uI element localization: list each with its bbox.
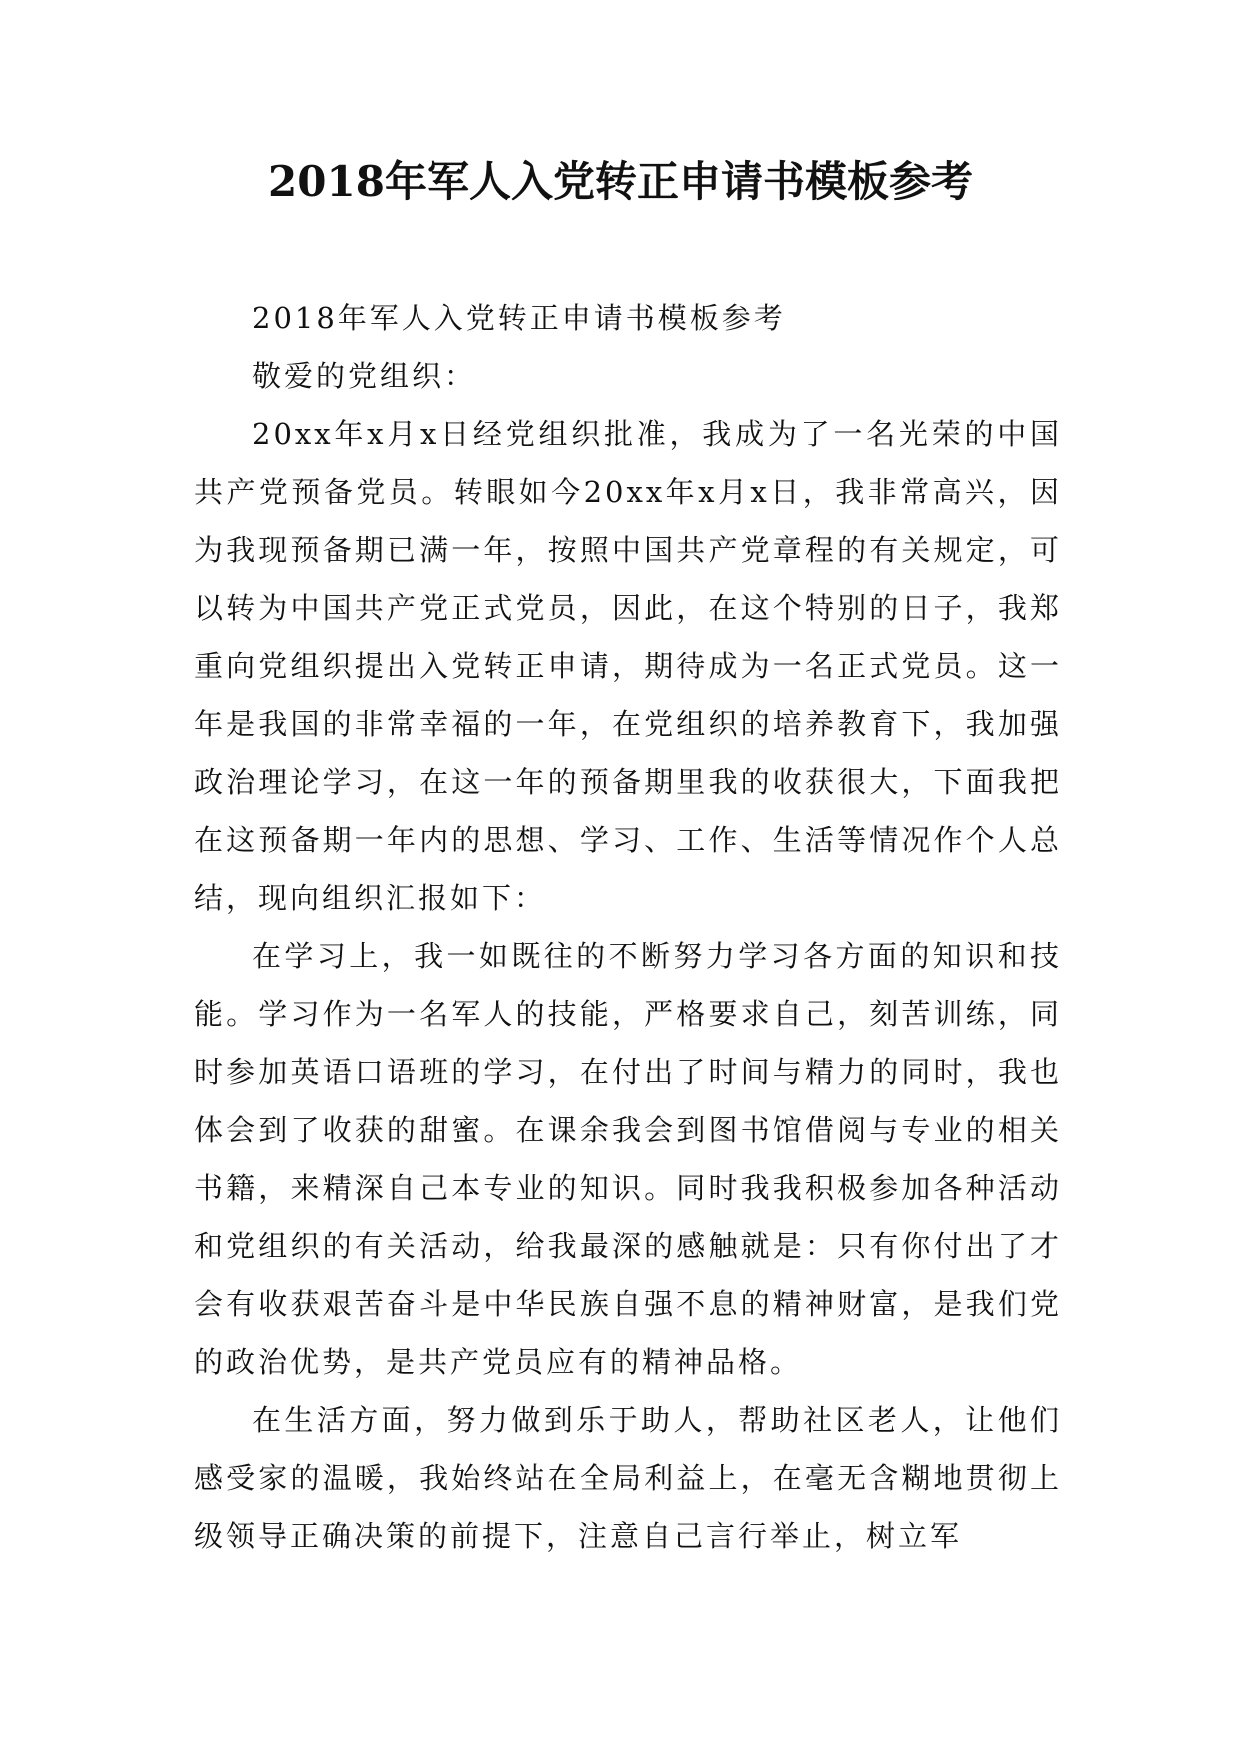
salutation: 敬爱的党组织： [252, 359, 477, 393]
document-body [194, 289, 1062, 1565]
document-title: 2018年军人入党转正申请书模板参考 [268, 157, 973, 206]
paragraph-life: 在生活方面，努力做到乐于助人，帮助社区老人，让他们感受家的温暖，我始终站在全局利益上，在毫无含糊地贯彻上级领导正确决策的前提下，注意自己言行举止，树立军 [194, 1403, 1062, 1553]
body-subtitle: 2018年军人入党转正申请书模板参考 [252, 301, 786, 335]
paragraph-study: 在学习上，我一如既往的不断努力学习各方面的知识和技能。学习作为一名军人的技能，严格要求自己，刻苦训练，同时参加英语口语班的学习，在付出了时间与精力的同时，我也体会到了收获的甜蜜。在课余我会到图书馆借阅与专业的相关书籍，来精深自己本专业的知识。同时我我积极参加各种活动和党组织的有关活动，给我最深的感触就是：只有你付出了才会有收获艰苦奋斗是中华民族自强不息的精神财富，是我们党的政治优势，是共产党员应有的精神品格。 [194, 939, 1062, 1379]
paragraph-intro: 20xx年x月x日经党组织批准，我成为了一名光荣的中国共产党预备党员。转眼如今20xx年x月x日，我非常高兴，因为我现预备期已满一年，按照中国共产党章程的有关规定，可以转为中国共产党正式党员，因此，在这个特别的日子，我郑重向党组织提出入党转正申请，期待成为一名正式党员。这一年是我国的非常幸福的一年，在党组织的培养教育下，我加强政治理论学习，在这一年的预备期里我的收获很大，下面我把在这预备期一年内的思想、学习、工作、生活等情况作个人总结，现向组织汇报如下： [194, 417, 1062, 915]
